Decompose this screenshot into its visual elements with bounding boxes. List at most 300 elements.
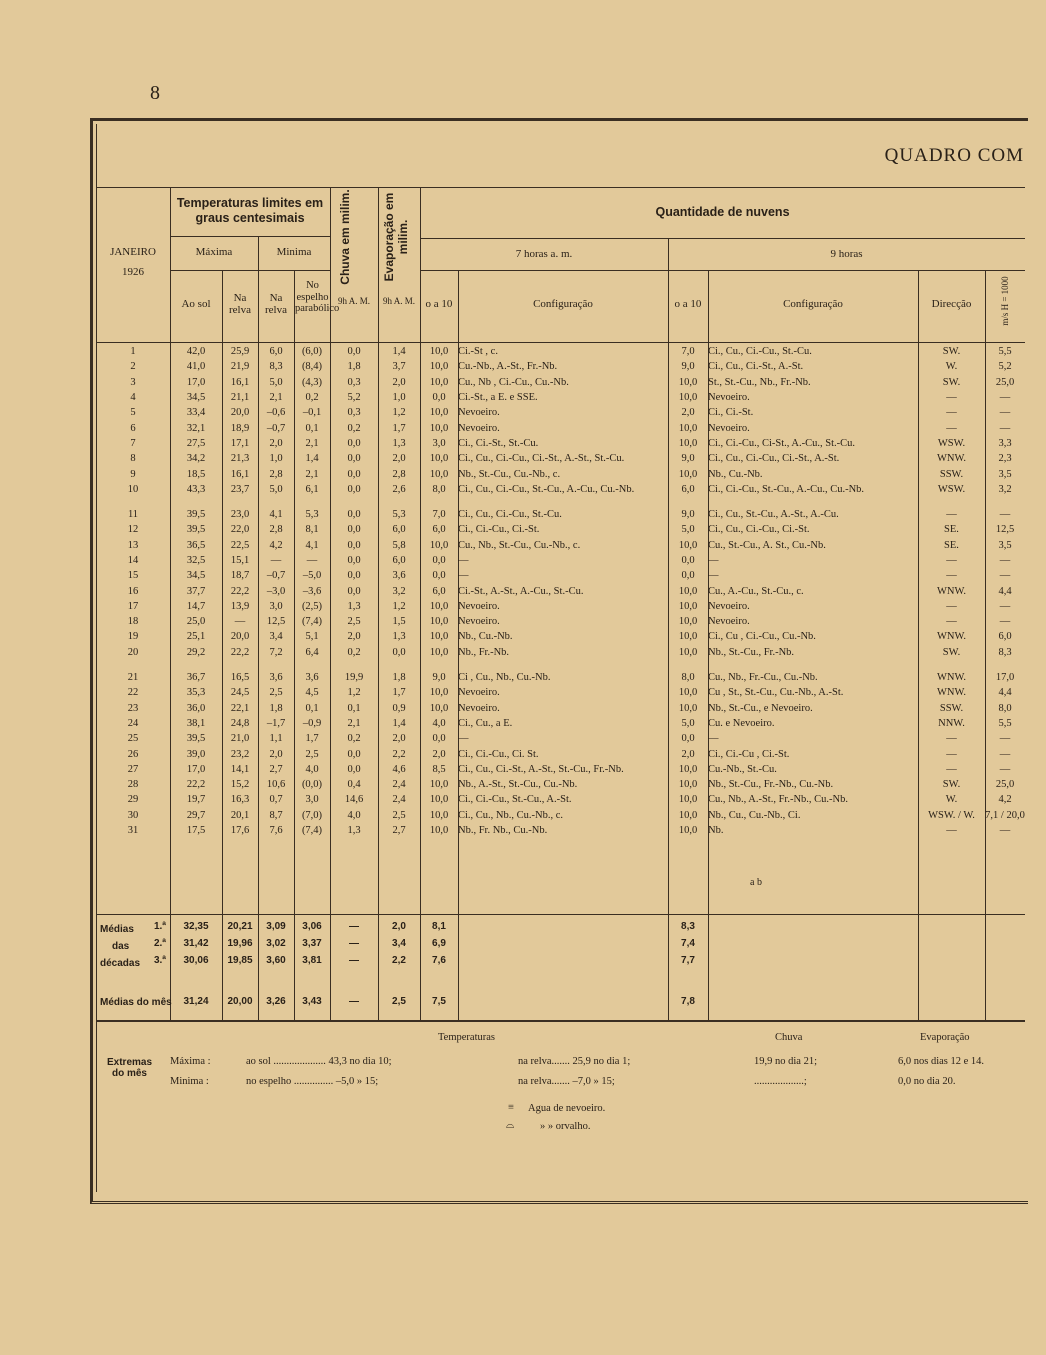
table-cell: 1,4 (305, 453, 319, 465)
table-cell: 5,0 (681, 524, 695, 536)
clouds-rule (420, 238, 1025, 239)
table-cell: 4,5 (305, 687, 319, 699)
table-cell: Cu., Nb., A.-St., Fr.-Nb., Cu.-Nb. (708, 794, 849, 806)
means-cell: 31,42 (183, 938, 209, 949)
table-cell: Ci., Cu., Nb., Cu.-Nb., c. (458, 809, 563, 821)
table-cell: — (999, 509, 1011, 521)
table-cell: 10,0 (429, 539, 449, 551)
table-cell: 1,1 (269, 733, 283, 745)
table-cell: 6,0 (998, 631, 1012, 643)
time-9h-label: 9h A. M. (382, 296, 415, 306)
table-cell: St., St.-Cu., Nb., Fr.-Nb. (708, 376, 811, 388)
table-cell: (7,4) (301, 616, 323, 628)
table-cell: 1,8 (269, 702, 283, 714)
table-cell: 4,2 (269, 539, 283, 551)
table-cell: Ci.-St , c. (458, 346, 498, 358)
table-cell: 4,0 (432, 717, 446, 729)
table-cell: 10,0 (429, 809, 449, 821)
means-cell: 2.ª (153, 938, 166, 949)
table-cell: 2,1 (269, 392, 283, 404)
table-cell: Nb., Cu., Cu.-Nb., Ci. (708, 809, 801, 821)
table-cell: 1,4 (392, 346, 406, 358)
table-cell: 22,2 (230, 646, 250, 658)
min-evap: 0,0 no dia 20. (898, 1076, 956, 1087)
table-cell: 25 (127, 733, 139, 745)
min-espelho: no espelho ............... –5,0 » 15; (246, 1076, 379, 1087)
table-cell: Ci., Cu , Ci.-Cu., Cu.-Nb. (708, 631, 816, 643)
table-cell: 21,3 (230, 453, 250, 465)
table-cell: 8,0 (681, 672, 695, 684)
means-cell (708, 952, 1046, 969)
table-cell: Cu., Nb., St.-Cu., Cu.-Nb., c. (458, 539, 581, 551)
table-cell: 2,0 (432, 748, 446, 760)
table-cell: –3,6 (302, 585, 322, 597)
table-cell: 2,0 (681, 748, 695, 760)
table-cell: Ci., Cu., Ci.-Cu., Ci.-St. (708, 524, 810, 536)
table-cell: 7,0 (432, 509, 446, 521)
table-cell: 21,1 (230, 392, 250, 404)
table-cell: 0,0 (432, 570, 446, 582)
table-cell: 10,0 (429, 376, 449, 388)
table-cell: 0,3 (347, 407, 361, 419)
table-cell: Nb., St.-Cu., Cu.-Nb., c. (458, 468, 561, 480)
table-cell: Ci.-St., A.-St., A.-Cu., St.-Cu. (458, 585, 584, 597)
table-cell: 2,1 (347, 717, 361, 729)
table-cell: 8 (130, 453, 136, 465)
table-cell: 2,8 (269, 524, 283, 536)
table-cell: 29 (127, 794, 139, 806)
table-cell: 10,0 (678, 422, 698, 434)
table-cell: 7,2 (269, 646, 283, 658)
config-label: Configuração (533, 298, 593, 310)
footer-evaporacao: Evaporação (920, 1032, 970, 1043)
fog-symbol-icon: ≡ (508, 1102, 514, 1113)
table-cell: Nb., St.-Cu., Fr.-Nb., Cu.-Nb. (708, 779, 834, 791)
table-cell: — (458, 570, 469, 582)
table-cell: 12 (127, 524, 139, 536)
table-cell: Nb., Fr. Nb., Cu.-Nb. (458, 825, 548, 837)
table-row (96, 792, 1025, 807)
table-cell: 0,0 (347, 453, 361, 465)
table-cell: — (946, 570, 957, 582)
table-cell: 6,0 (681, 483, 695, 495)
table-cell: 10,0 (678, 468, 698, 480)
table-cell: 3,7 (392, 361, 406, 373)
table-cell: 1,2 (392, 600, 406, 612)
table-cell: 3,6 (392, 570, 406, 582)
table-cell: 19,9 (344, 672, 364, 684)
footer-chuva: Chuva (775, 1032, 803, 1043)
table-cell: 10,0 (678, 585, 698, 597)
table-cell: 9 (130, 468, 136, 480)
table-cell: Ci., Ci.-Cu., Ci.-St. (458, 524, 540, 536)
table-cell: 10,0 (429, 646, 449, 658)
table-cell: 39,5 (186, 733, 206, 745)
table-cell: 22,1 (230, 702, 250, 714)
means-cell: — (349, 938, 359, 949)
means-cell: 20,21 (227, 921, 253, 932)
table-cell: — (999, 616, 1011, 628)
table-cell: — (458, 555, 469, 566)
table-cell: 6,4 (305, 646, 319, 658)
table-cell: 7,0 (681, 346, 695, 358)
table-cell: 10,0 (429, 779, 449, 791)
footer-temperaturas: Temperaturas (438, 1032, 495, 1043)
means-cell: — (349, 921, 359, 932)
table-row (96, 522, 1025, 537)
table-cell: 14,7 (186, 600, 206, 612)
clouds-sub-rule (420, 270, 1025, 271)
table-cell: 37,7 (186, 585, 206, 597)
table-cell: 4,6 (392, 763, 406, 775)
table-row (96, 823, 1025, 838)
means-cell: 2,5 (392, 996, 406, 1007)
table-cell: 15,2 (230, 779, 250, 791)
table-row (96, 629, 1025, 644)
table-cell: Ci., Ci.-Cu , Ci.-St. (708, 748, 790, 760)
table-cell: 8,3 (269, 361, 283, 373)
table-cell: 19 (127, 631, 139, 643)
table-cell: — (946, 748, 957, 760)
evaporacao-label: Evaporação em milim. (382, 192, 410, 282)
table-row (96, 808, 1025, 823)
table-cell: 2,5 (392, 809, 406, 821)
table-cell: 5,3 (305, 509, 319, 521)
table-cell: 24,8 (230, 717, 250, 729)
table-cell: 1,7 (392, 687, 406, 699)
table-cell: 0,0 (347, 539, 361, 551)
table-cell: Ci., Ci.-St., St.-Cu. (458, 437, 539, 449)
table-cell: 17,6 (230, 825, 250, 837)
table-cell: 0,0 (347, 555, 361, 566)
table-cell: 23 (127, 702, 139, 714)
table-cell: Ci , Cu., Nb., Cu.-Nb. (458, 672, 551, 684)
table-cell: 22,0 (230, 524, 250, 536)
table-cell: (4,3) (301, 376, 323, 388)
table-cell: 8,0 (432, 483, 446, 495)
means-cell: 1.ª (153, 921, 166, 932)
table-cell: 10,0 (429, 702, 449, 714)
table-cell: 3,5 (998, 539, 1012, 551)
table-cell: 18,9 (230, 422, 250, 434)
table-cell: Cu.-Nb., St.-Cu. (708, 763, 777, 775)
table-cell: Nevoeiro. (708, 392, 750, 404)
maxima-label: Máxima (195, 246, 233, 258)
table-cell: — (708, 555, 719, 566)
table-cell: 1 (130, 346, 136, 358)
oa10-label: o a 10 (674, 298, 702, 310)
table-row (96, 777, 1025, 792)
means-cell: 3,09 (266, 921, 286, 932)
footer-maxima: Máxima : (170, 1056, 211, 1067)
table-cell: Cu., A.-Cu., St.-Cu., c. (708, 585, 804, 597)
h7-label: 7 horas a. m. (515, 248, 573, 260)
table-cell: 8,5 (432, 763, 446, 775)
table-cell: 3,0 (432, 437, 446, 449)
table-cell: 1,5 (392, 616, 406, 628)
table-cell: 2,7 (392, 825, 406, 837)
table-cell: — (946, 555, 957, 566)
direccao-label: Direcção (931, 298, 972, 310)
table-cell: 2,8 (392, 468, 406, 480)
table-cell: — (270, 555, 282, 566)
table-cell: 8,7 (269, 809, 283, 821)
table-cell: 29,7 (186, 809, 206, 821)
table-cell: 5 (130, 407, 136, 419)
table-row (96, 599, 1025, 614)
table-cell: 2,0 (269, 437, 283, 449)
means-cell: 3,60 (266, 955, 286, 966)
table-cell: — (999, 763, 1011, 775)
velocidade-label: m/s H = 1000 (1000, 276, 1010, 326)
means-cell: 3,26 (266, 996, 286, 1007)
table-cell: 9,0 (681, 509, 695, 521)
table-cell: 18,5 (186, 468, 206, 480)
table-cell: 32,5 (186, 555, 206, 566)
page-number: 8 (150, 82, 160, 104)
table-cell: WNW. (936, 631, 967, 643)
table-row (96, 507, 1025, 522)
table-cell: 3,4 (269, 631, 283, 643)
table-cell: SW. (942, 779, 961, 791)
table-cell: 28 (127, 779, 139, 791)
table-cell: Ci., Cu., Ci.-St., A.-St. (708, 361, 804, 373)
table-cell: 0,1 (305, 422, 319, 434)
table-cell: — (946, 392, 957, 404)
table-cell: –0,9 (302, 717, 322, 729)
table-cell: 4,4 (998, 585, 1012, 597)
means-cell: 6,9 (432, 938, 446, 949)
max-relva: na relva....... 25,9 no dia 1; (518, 1056, 631, 1067)
table-cell: — (999, 733, 1011, 745)
table-cell: 1,8 (347, 361, 361, 373)
table-cell: 4 (130, 392, 136, 404)
table-cell: — (946, 616, 957, 628)
means-cell: 8,1 (432, 921, 446, 932)
table-cell: 10,0 (429, 794, 449, 806)
table-cell: Nevoeiro. (708, 616, 750, 628)
table-cell: 0,2 (347, 646, 361, 658)
table-cell: 2,0 (392, 376, 406, 388)
table-cell: 16,1 (230, 376, 250, 388)
table-cell: 1,8 (392, 672, 406, 684)
table-row (96, 553, 1025, 568)
table-cell: Ci., Cu., Ci.-Cu., St.-Cu., A.-Cu., Cu.-Nb. (458, 483, 635, 495)
table-cell: 2,6 (392, 483, 406, 495)
means-cell: — (349, 955, 359, 966)
table-cell: 2 (130, 361, 136, 373)
table-cell: 0,0 (347, 346, 361, 358)
table-cell: 10,0 (678, 825, 698, 837)
table-cell: Ci., Cu., St.-Cu., A.-St., A.-Cu. (708, 509, 839, 521)
means-cell: 32,35 (183, 921, 209, 932)
table-cell: 21,9 (230, 361, 250, 373)
table-row (96, 645, 1025, 660)
table-cell: 12,5 (266, 616, 286, 628)
table-cell: 5,8 (392, 539, 406, 551)
table-cell: (7,4) (301, 825, 323, 837)
max-sol: ao sol .................... 43,3 no dia 10; (246, 1056, 392, 1067)
table-cell: — (999, 570, 1011, 582)
daily-table (96, 344, 1025, 838)
table-cell: — (946, 825, 957, 837)
min-relva: na relva....... –7,0 » 15; (518, 1076, 615, 1087)
year-label: 1926 (122, 266, 144, 278)
table-row (96, 436, 1025, 451)
table-cell: 0,0 (681, 555, 695, 566)
table-cell: 3,2 (998, 483, 1012, 495)
temps-sub-rule (170, 270, 330, 271)
table-cell: 25,0 (186, 616, 206, 628)
table-row (96, 359, 1025, 374)
footer-rule (96, 1020, 1025, 1022)
table-cell: 14,1 (230, 763, 250, 775)
table-row (96, 685, 1025, 700)
table-cell: 1,3 (392, 437, 406, 449)
table-cell: 36,0 (186, 702, 206, 714)
table-cell: Nevoeiro. (458, 600, 500, 612)
table-cell: 1,4 (392, 717, 406, 729)
table-cell: 3 (130, 376, 136, 388)
table-cell: — (999, 748, 1011, 760)
table-cell: — (946, 509, 957, 521)
table-cell: 2,0 (392, 733, 406, 745)
table-cell: — (946, 422, 957, 434)
table-cell: –5,0 (302, 570, 322, 582)
table-row (96, 390, 1025, 405)
table-cell: 7,6 (269, 825, 283, 837)
table-cell: 0,2 (305, 392, 319, 404)
month-label: JANEIRO (110, 246, 156, 258)
table-cell: 19,7 (186, 794, 206, 806)
table-cell: 10,0 (678, 392, 698, 404)
table-cell: 0,1 (305, 702, 319, 714)
table-cell: 4,1 (305, 539, 319, 551)
table-cell: Ci., Ci.-St. (708, 407, 754, 419)
table-cell: 38,1 (186, 717, 206, 729)
table-cell: 16,1 (230, 468, 250, 480)
table-cell: 10,0 (429, 825, 449, 837)
table-cell: 4,0 (305, 763, 319, 775)
table-cell: Nevoeiro. (458, 687, 500, 699)
means-cell (708, 935, 1046, 952)
table-cell: 5,0 (681, 717, 695, 729)
table-cell: 25,1 (186, 631, 206, 643)
table-cell: SW. (942, 646, 961, 658)
means-cell (708, 918, 1046, 935)
means-cell: 2,2 (392, 955, 406, 966)
legend-fog: Agua de nevoeiro. (528, 1103, 606, 1114)
table-cell: 5,3 (392, 509, 406, 521)
table-cell: WNW. (936, 585, 967, 597)
table-cell: 23,7 (230, 483, 250, 495)
table-cell: Nevoeiro. (458, 616, 500, 628)
table-cell: 10,0 (429, 631, 449, 643)
table-cell: 2,0 (269, 748, 283, 760)
table-cell: — (946, 733, 957, 745)
table-cell: Ci., Cu., Ci.-Cu., St.-Cu. (458, 509, 562, 521)
means-row (96, 952, 1046, 969)
table-cell: –1,7 (266, 717, 286, 729)
table-cell: Ci.-St., a E. e SSE. (458, 392, 538, 404)
table-row (96, 762, 1025, 777)
table-cell: WNW. (936, 672, 967, 684)
table-cell: 4,0 (347, 809, 361, 821)
minima-label: Minima (276, 246, 312, 258)
means-cell: 20,00 (227, 996, 253, 1007)
table-cell: 23,2 (230, 748, 250, 760)
table-cell: 2,1 (305, 468, 319, 480)
row30-sub: a b (750, 877, 762, 888)
table-cell: Ci., Cu., Ci.-Cu., St.-Cu. (708, 346, 812, 358)
table-cell: 22,2 (230, 585, 250, 597)
table-cell: 9,0 (432, 672, 446, 684)
table-cell: 6 (130, 422, 136, 434)
table-cell: 9,0 (681, 361, 695, 373)
means-cell (458, 918, 668, 935)
table-cell: Nb., A.-St., St.-Cu., Cu.-Nb. (458, 779, 578, 791)
table-cell: Nb., St.-Cu., Fr.-Nb. (708, 646, 795, 658)
table-cell: 10,0 (678, 646, 698, 658)
table-cell: 3,5 (998, 468, 1012, 480)
table-cell: SSW. (939, 468, 964, 480)
table-cell: 1,3 (347, 825, 361, 837)
table-cell: 20,1 (230, 809, 250, 821)
table-cell: 17,1 (230, 437, 250, 449)
table-cell: 1,2 (392, 407, 406, 419)
table-cell: 2,8 (269, 468, 283, 480)
table-cell: Cu , St., St.-Cu., Cu.-Nb., A.-St. (708, 687, 844, 699)
table-cell: 10,0 (429, 687, 449, 699)
table-cell: 1,7 (392, 422, 406, 434)
table-cell: –0,1 (302, 407, 322, 419)
means-table (96, 918, 1046, 1010)
table-cell: 13 (127, 539, 139, 551)
table-cell: 0,0 (347, 468, 361, 480)
means-cell: 3,02 (266, 938, 286, 949)
table-cell: 10,0 (429, 616, 449, 628)
table-cell: 0,0 (681, 733, 695, 745)
dew-symbol-icon: ⌓ (506, 1120, 515, 1131)
table-cell: Nb., Cu.-Nb. (458, 631, 513, 643)
table-cell: 0,1 (347, 702, 361, 714)
table-cell: 6,0 (432, 524, 446, 536)
table-cell: 10,0 (678, 779, 698, 791)
table-cell: 0,4 (347, 779, 361, 791)
table-cell: 27,5 (186, 437, 206, 449)
means-cell: 7,7 (681, 955, 695, 966)
table-cell: 10,0 (429, 600, 449, 612)
means-cell: 2,0 (392, 921, 406, 932)
table-cell: 20,0 (230, 631, 250, 643)
table-cell: 0,0 (347, 585, 361, 597)
table-cell: WSW. (937, 483, 966, 495)
table-cell: 42,0 (186, 346, 206, 358)
table-cell: SSW. (939, 702, 964, 714)
table-cell: 25,0 (995, 779, 1015, 791)
table-cell: 25,0 (995, 376, 1015, 388)
chuva-label: Chuva em milim. (338, 189, 352, 285)
table-cell: Nevoeiro. (708, 422, 750, 434)
table-cell: Nevoeiro. (458, 407, 500, 419)
table-cell: 1,3 (347, 600, 361, 612)
table-row (96, 701, 1025, 716)
table-cell: 4,1 (269, 509, 283, 521)
table-cell: 0,0 (347, 509, 361, 521)
means-cell: 3.ª (153, 955, 166, 966)
na-relva-min-label: Na relva (265, 292, 287, 316)
config-label: Configuração (783, 298, 843, 310)
